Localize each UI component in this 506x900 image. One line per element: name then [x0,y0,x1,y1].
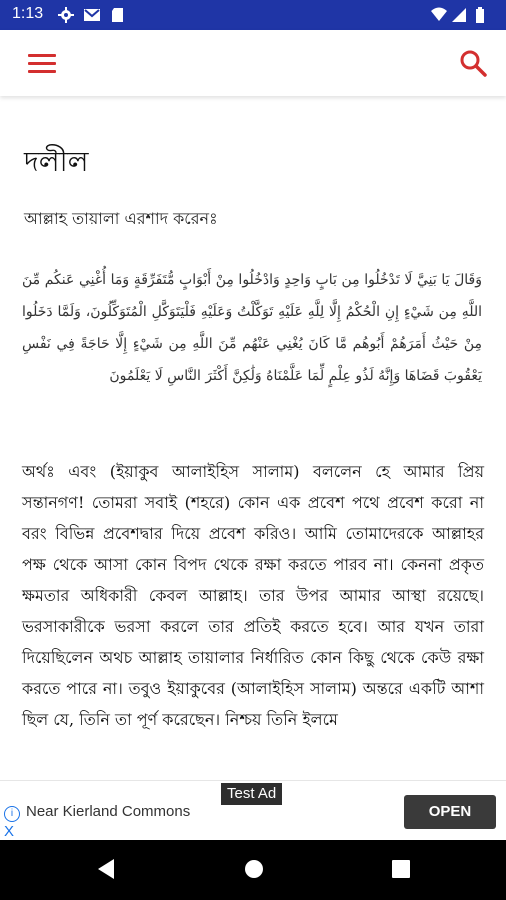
ad-info-icon[interactable]: i [4,806,20,822]
ad-open-button[interactable]: OPEN [404,795,496,829]
test-ad-badge: Test Ad [221,783,282,805]
status-right-icons [430,6,496,24]
signal-icon [452,8,466,22]
app-bar [0,30,506,96]
hamburger-menu-icon [28,54,56,57]
subtitle: আল্লাহ তায়ালা এরশাদ করেনঃ [24,209,218,228]
settings-icon [58,7,74,23]
recents-icon[interactable] [391,858,411,880]
page-title: দলীল [24,145,89,178]
ad-close-icon[interactable]: X [4,823,15,840]
status-time: 1:13 [12,5,44,22]
sd-card-icon [110,7,126,23]
back-icon[interactable] [96,858,116,880]
battery-icon [476,9,484,23]
search-icon[interactable] [456,46,490,80]
menu-button[interactable] [22,48,62,78]
gmail-icon [84,7,100,23]
content-area[interactable] [0,96,506,780]
arabic-verse: وَقَالَ يَا بَنِيَّ لَا تَدْخُلُوا مِن بَابٍ وَاحِدٍ وَادْخُلُوا مِنْ أَبْوَابٍ مُّتَفَرِّقَةٍ وَمَا أُغْنِي عَنكُم مِّنَ اللَّهِ مِن شَيْءٍ إِنِ الْحُكْمُ إِلَّا لِلَّهِ عَلَيْهِ تَوَكَّلْتُ وَعَلَيْهِ فَلْيَتَوَكَّلِ الْمُتَوَكِّلُونَ، وَلَمَّا دَخَلُوا مِنْ حَيْثُ أَمَرَهُمْ أَبُوهُم مَّا كَانَ يُغْنِي عَنْهُم مِّنَ اللَّهِ مِن شَيْءٍ إِلَّا حَاجَةً فِي نَفْسِ يَعْقُوبَ قَضَاهَا وَإِنَّهُ لَذُو عِلْمٍ لِّمَا عَلَّمْنَاهُ وَلَٰكِنَّ أَكْثَرَ النَّاسِ لَا يَعْلَمُونَ [22,272,482,384]
translation-text: অর্থঃ এবং (ইয়াকুব আলাইহিস সালাম) বললেন হে আমার প্রিয় সন্তানগণ! তোমরা সবাই (শহরে) কোন এক প্রবেশ পথে প্রবেশ করো না বরং বিভিন্ন প্রবেশদ্বার দিয়ে প্রবেশ করিও। আমি তোমাদেরকে আল্লাহর পক্ষ থেকে আসা কোন বিপদ থেকে রক্ষা করতে পারব না। কেননা প্রকৃত ক্ষমতার অধিকারী কেবল আল্লাহ। তার উপর আমার আস্থা রয়েছে। ভরসাকারীকে ভরসা করলে তার প্রতিই করতে হবে। আর যখন তারা দিয়েছিলেন অথচ আল্লাহ তায়ালার নির্ধারিত কোন কিছু থেকে কেউ রক্ষা করতে পারে না। তবুও ইয়াকুবের (আলাইহিস সালাম) অন্তরে একটি আশা ছিল যে, তিনি তা পূর্ণ করেছেন। নিশ্চয় তিনি ইলমে [22,462,484,729]
ad-banner[interactable] [0,780,506,841]
navigation-bar [0,840,506,900]
home-icon[interactable] [244,858,264,880]
status-bar [0,0,506,30]
wifi-icon [431,8,447,22]
ad-text[interactable]: Near Kierland Commons [26,803,191,820]
